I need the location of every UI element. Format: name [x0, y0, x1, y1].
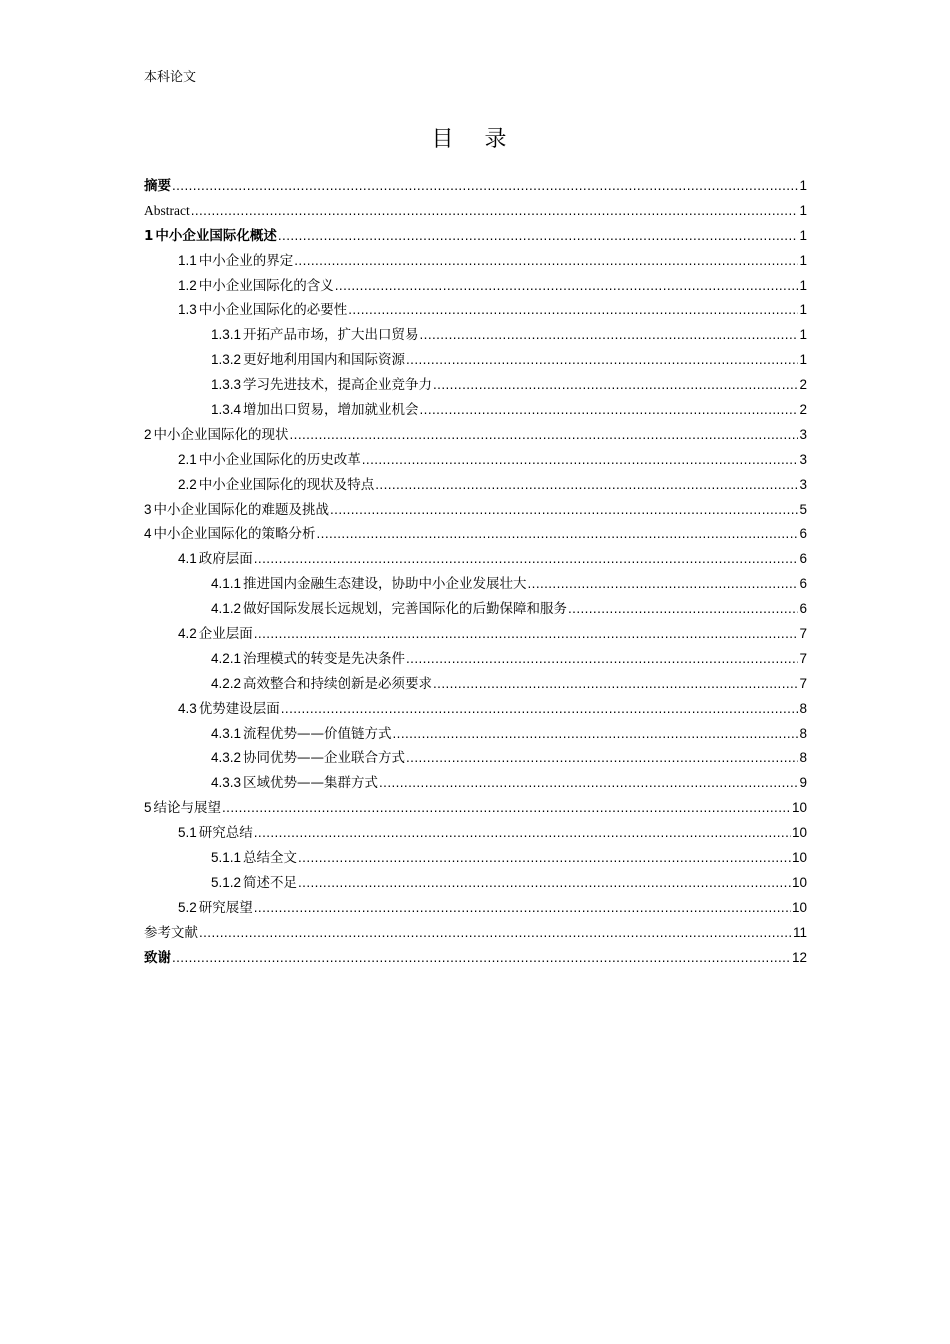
toc-entry-title: 高效整合和持续创新是必须要求: [243, 675, 433, 692]
toc-entry-page-number: 1: [799, 302, 807, 318]
dot-leader: [191, 199, 799, 224]
toc-entry-title: 研究展望: [198, 899, 253, 916]
toc-entry[interactable]: [144, 498, 807, 523]
toc-entry[interactable]: [144, 722, 807, 747]
toc-entry-title: 简述不足: [243, 874, 298, 891]
dot-leader: [172, 174, 798, 199]
toc-entry[interactable]: [144, 746, 807, 771]
dot-leader: [433, 672, 798, 697]
toc-entry-page-number: 3: [799, 476, 807, 492]
dot-leader: [254, 622, 799, 647]
toc-entry-page-number: 6: [799, 551, 807, 567]
toc-entry[interactable]: [144, 572, 807, 597]
toc-entry-title: 中小企业国际化概述: [155, 227, 277, 244]
toc-entry-title: 摘要: [144, 178, 171, 194]
dot-leader: [433, 373, 798, 398]
toc-entry-page-number: 1: [799, 352, 807, 368]
toc-entry-number: 1.3.4: [211, 402, 242, 418]
toc-entry-title: 开拓产品市场，扩大出口贸易: [243, 327, 419, 344]
toc-entry-title: 总结全文: [243, 850, 298, 867]
toc-entry-page-number: 10: [791, 850, 807, 866]
toc-entry-number: 5: [144, 800, 152, 816]
toc-entry-page-number: 8: [799, 725, 807, 741]
toc-entry[interactable]: [144, 647, 807, 672]
toc-entry-number: 2.1: [178, 451, 197, 467]
dot-leader: [298, 846, 791, 871]
toc-entry[interactable]: [144, 796, 807, 821]
dot-leader: [335, 274, 799, 299]
table-of-contents: [144, 174, 807, 971]
toc-entry-title: 中小企业国际化的现状: [153, 426, 289, 443]
toc-entry-page-number: 2: [799, 402, 807, 418]
dot-leader: [317, 522, 799, 547]
toc-entry-title: Abstract: [144, 202, 190, 218]
toc-entry[interactable]: [144, 373, 807, 398]
toc-entry-number: 1.3: [178, 302, 197, 318]
toc-entry-page-number: 5: [799, 501, 807, 517]
toc-entry-title: 中小企业国际化的历史改革: [198, 451, 361, 468]
dot-leader: [348, 298, 798, 323]
toc-entry-number: 4.3.2: [211, 750, 242, 766]
toc-entry-number: 3: [144, 501, 152, 517]
toc-entry-number: 5.1.1: [211, 850, 242, 866]
toc-entry-title: 政府层面: [198, 551, 253, 568]
toc-entry-page-number: 6: [799, 576, 807, 592]
toc-entry-page-number: 1: [799, 227, 807, 243]
toc-entry-page-number: 10: [791, 899, 807, 915]
dot-leader: [294, 249, 798, 274]
toc-entry-number: 4.1.1: [211, 576, 242, 592]
dot-leader: [362, 448, 799, 473]
toc-entry-page-number: 9: [799, 775, 807, 791]
toc-entry-title: 协同优势——企业联合方式: [243, 750, 406, 767]
toc-entry-page-number: 8: [799, 700, 807, 716]
dot-leader: [568, 597, 798, 622]
toc-entry-number: 1.3.2: [211, 352, 242, 368]
toc-entry[interactable]: [144, 522, 807, 547]
dot-leader: [406, 647, 798, 672]
toc-entry-page-number: 1: [799, 202, 807, 218]
toc-entry[interactable]: [144, 398, 807, 423]
toc-entry-title: 推进国内金融生态建设，协助中小企业发展壮大: [243, 576, 527, 593]
toc-entry-page-number: 3: [799, 426, 807, 442]
toc-entry-title: 治理模式的转变是先决条件: [243, 650, 406, 667]
toc-entry-title: 研究总结: [198, 825, 253, 842]
toc-entry-number: 5.2: [178, 899, 197, 915]
toc-entry[interactable]: [144, 597, 807, 622]
toc-entry-page-number: 7: [799, 626, 807, 642]
toc-entry-title: 中小企业国际化的必要性: [198, 302, 348, 319]
toc-entry-number: 1.3.3: [211, 377, 242, 393]
toc-entry[interactable]: [144, 771, 807, 796]
toc-entry-page-number: 6: [799, 526, 807, 542]
toc-entry-number: 4.2: [178, 626, 197, 642]
toc-entry-title: 学习先进技术，提高企业竞争力: [243, 377, 433, 394]
toc-entry[interactable]: [144, 249, 807, 274]
toc-entry-number: 5.1.2: [211, 874, 242, 890]
toc-entry-page-number: 7: [799, 650, 807, 666]
toc-entry-page-number: 1: [799, 327, 807, 343]
dot-leader: [254, 547, 799, 572]
toc-entry[interactable]: [144, 821, 807, 846]
dot-leader: [278, 224, 799, 249]
dot-leader: [281, 697, 799, 722]
dot-leader: [406, 746, 798, 771]
toc-entry-number: 4.1.2: [211, 601, 242, 617]
toc-entry-title: 更好地利用国内和国际资源: [243, 352, 406, 369]
toc-entry-title: 致谢: [144, 949, 171, 966]
toc-entry-number: 1.2: [178, 277, 197, 293]
toc-entry[interactable]: [144, 896, 807, 921]
toc-entry-number: 4.2.2: [211, 675, 242, 691]
toc-entry[interactable]: [144, 224, 807, 249]
toc-entry[interactable]: [144, 622, 807, 647]
toc-entry[interactable]: [144, 946, 807, 971]
toc-entry-number: 4.3.3: [211, 775, 242, 791]
toc-entry-page-number: 1: [799, 252, 807, 268]
toc-entry-title: 增加出口贸易，增加就业机会: [243, 402, 419, 419]
toc-entry[interactable]: [144, 846, 807, 871]
toc-entry-number: 5.1: [178, 825, 197, 841]
toc-entry[interactable]: [144, 547, 807, 572]
toc-entry-page-number: 1: [799, 178, 807, 193]
toc-entry[interactable]: [144, 672, 807, 697]
toc-entry-title: 结论与展望: [153, 800, 222, 817]
dot-leader: [298, 871, 791, 896]
toc-title: 目 录: [431, 127, 519, 152]
toc-entry-page-number: 11: [792, 924, 807, 940]
running-header: 本科论文: [144, 70, 197, 85]
toc-entry-page-number: 3: [799, 451, 807, 467]
toc-entry[interactable]: [144, 323, 807, 348]
toc-entry[interactable]: [144, 423, 807, 448]
toc-entry-number: 1: [144, 227, 154, 244]
toc-entry[interactable]: [144, 199, 807, 224]
dot-leader: [254, 896, 791, 921]
dot-leader: [199, 921, 792, 946]
toc-entry-page-number: 2: [799, 377, 807, 393]
toc-entry-page-number: 8: [799, 750, 807, 766]
toc-entry-title: 中小企业国际化的难题及挑战: [153, 501, 330, 518]
dot-leader: [254, 821, 791, 846]
toc-entry-title: 中小企业的界定: [198, 252, 294, 269]
toc-entry-number: 4.2.1: [211, 650, 242, 666]
toc-entry-number: 4.1: [178, 551, 197, 567]
dot-leader: [222, 796, 791, 821]
toc-entry-page-number: 12: [791, 949, 807, 965]
toc-entry-page-number: 6: [799, 601, 807, 617]
toc-entry[interactable]: [144, 473, 807, 498]
toc-entry-number: 4.3: [178, 700, 197, 716]
toc-entry-title: 中小企业国际化的现状及特点: [198, 476, 375, 493]
toc-entry[interactable]: [144, 697, 807, 722]
toc-entry-page-number: 10: [791, 825, 807, 841]
dot-leader: [393, 722, 799, 747]
toc-entry-number: 2: [144, 426, 152, 442]
toc-entry-number: 2.2: [178, 476, 197, 492]
toc-entry-page-number: 1: [799, 277, 807, 293]
dot-leader: [330, 498, 798, 523]
dot-leader: [420, 398, 799, 423]
toc-entry-title: 流程优势——价值链方式: [243, 725, 392, 742]
toc-entry-title: 中小企业国际化的含义: [198, 277, 334, 294]
dot-leader: [375, 473, 798, 498]
toc-entry-number: 4: [144, 526, 152, 542]
dot-leader: [420, 323, 799, 348]
toc-entry[interactable]: [144, 448, 807, 473]
toc-entry-page-number: 10: [791, 874, 807, 890]
toc-entry-page-number: 7: [799, 675, 807, 691]
toc-entry-title: 参考文献: [144, 924, 198, 941]
dot-leader: [379, 771, 798, 796]
toc-entry[interactable]: [144, 348, 807, 373]
toc-entry[interactable]: [144, 274, 807, 299]
toc-entry-title: 区域优势——集群方式: [243, 775, 379, 792]
dot-leader: [172, 946, 791, 971]
dot-leader: [528, 572, 799, 597]
toc-entry[interactable]: [144, 871, 807, 896]
toc-entry[interactable]: [144, 298, 807, 323]
toc-entry-number: 4.3.1: [211, 725, 242, 741]
toc-entry-title: 中小企业国际化的策略分析: [153, 526, 316, 543]
toc-entry-title: 优势建设层面: [198, 700, 280, 717]
toc-entry[interactable]: [144, 174, 807, 199]
toc-entry-title: 企业层面: [198, 626, 253, 643]
dot-leader: [290, 423, 799, 448]
toc-entry-number: 1.1: [178, 252, 197, 268]
dot-leader: [406, 348, 798, 373]
toc-entry-number: 1.3.1: [211, 327, 242, 343]
toc-entry-page-number: 10: [791, 800, 807, 816]
toc-entry[interactable]: [144, 921, 807, 946]
toc-entry-title: 做好国际发展长远规划，完善国际化的后勤保障和服务: [243, 601, 568, 618]
